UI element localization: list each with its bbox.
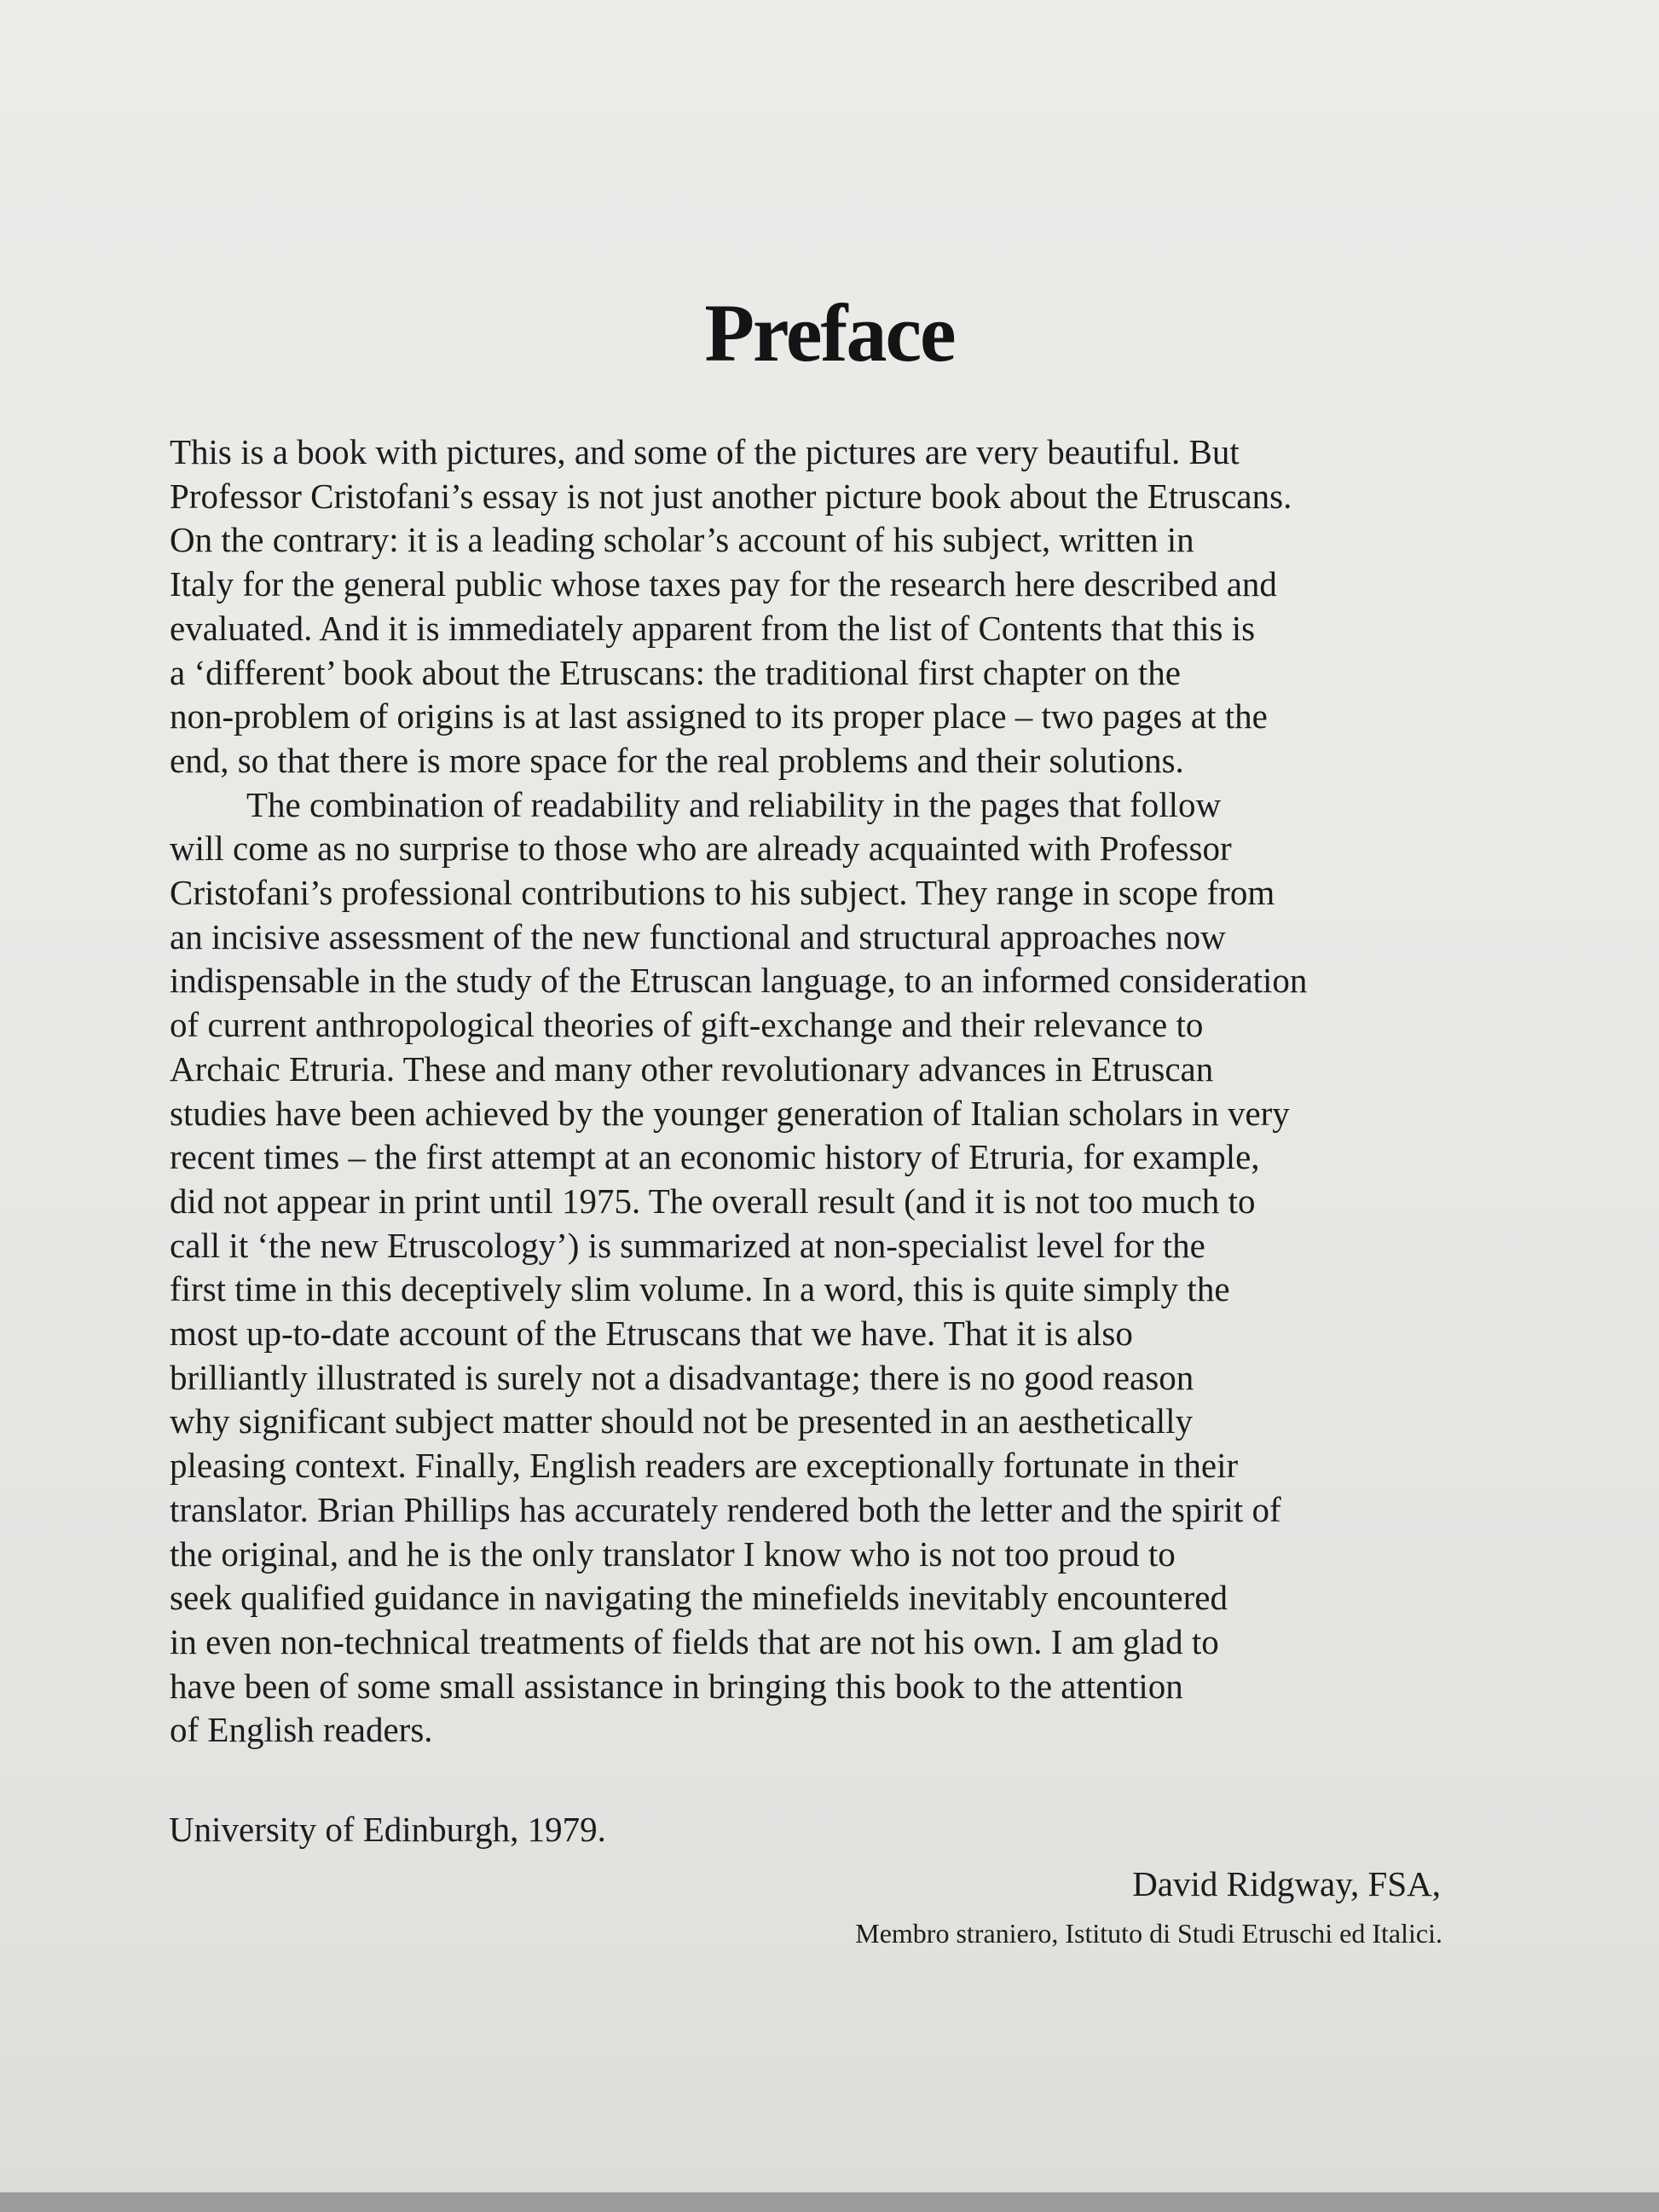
text-line: indispensable in the study of the Etruscan language, to an informed consideration <box>170 961 1308 1001</box>
text-line: This is a book with pictures, and some of the pictures are very beautiful. But <box>170 432 1240 471</box>
preface-body <box>170 430 1500 1753</box>
text-line: Cristofani’s professional contributions to his subject. They range in scope from <box>170 873 1275 913</box>
text-line: Archaic Etruria. These and many other revolutionary advances in Etruscan <box>170 1048 1214 1089</box>
text-line: brilliantly illustrated is surely not a disadvantage; there is no good reason <box>170 1357 1194 1397</box>
text-line: The combination of readability and reliability in the pages that follow <box>246 784 1222 824</box>
page-bottom-edge <box>0 2192 1659 2212</box>
text-line: non-problem of origins is at last assigned to its proper place – two pages at the <box>170 696 1268 736</box>
text-line: pleasing context. Finally, English readers are exceptionally fortunate in their <box>170 1446 1239 1486</box>
place-date: University of Edinburgh, 1979. <box>169 1810 606 1849</box>
text-line: most up-to-date account of the Etruscans that we have. That it is also <box>170 1314 1133 1354</box>
paragraph <box>170 783 1500 1753</box>
text-line: will come as no surprise to those who are already acquainted with Professor <box>170 829 1232 869</box>
paragraph <box>170 430 1500 783</box>
text-line: did not appear in print until 1975. The overall result (and it is not too much to <box>170 1181 1256 1221</box>
text-line: why significant subject matter should not be presented in an aesthetically <box>170 1401 1194 1441</box>
text-line: Professor Cristofani’s essay is not just another picture book about the Etruscans. <box>170 476 1292 516</box>
text-line: in even non-technical treatments of fields that are not his own. I am glad to <box>170 1621 1219 1661</box>
text-line: of current anthropological theories of gift-exchange and their relevance to <box>170 1005 1204 1045</box>
text-line: studies have been achieved by the younger generation of Italian scholars in very <box>170 1093 1290 1133</box>
text-line: of English readers. <box>170 1710 433 1750</box>
author-signature: David Ridgway, FSA, <box>1132 1864 1441 1903</box>
text-line: Italy for the general public whose taxes pay for the research here described and <box>170 564 1277 604</box>
author-affiliation: Membro straniero, Istituto di Studi Etruschi ed Italici. <box>855 1918 1442 1949</box>
text-line: a ‘different’ book about the Etruscans: the traditional first chapter on the <box>170 652 1181 692</box>
text-line: an incisive assessment of the new functional and structural approaches now <box>170 916 1226 956</box>
text-line: call it ‘the new Etruscology’) is summarized at non-specialist level for the <box>170 1225 1205 1265</box>
text-line: the original, and he is the only translator I know who is not too proud to <box>170 1533 1176 1574</box>
text-line: end, so that there is more space for the real problems and their solutions. <box>170 740 1184 780</box>
text-line: seek qualified guidance in navigating the minefields inevitably encountered <box>170 1578 1228 1618</box>
text-line: first time in this deceptively slim volume. In a word, this is quite simply the <box>170 1269 1230 1309</box>
text-line: have been of some small assistance in bringing this book to the attention <box>170 1666 1183 1706</box>
text-line: On the contrary: it is a leading scholar’s account of his subject, written in <box>170 520 1194 560</box>
text-line: translator. Brian Phillips has accurately rendered both the letter and the spirit of <box>170 1489 1281 1529</box>
text-line: evaluated. And it is immediately apparent from the list of Contents that this is <box>170 608 1256 648</box>
page-title: Preface <box>704 287 955 378</box>
text-line: recent times – the first attempt at an economic history of Etruria, for example, <box>170 1137 1260 1177</box>
